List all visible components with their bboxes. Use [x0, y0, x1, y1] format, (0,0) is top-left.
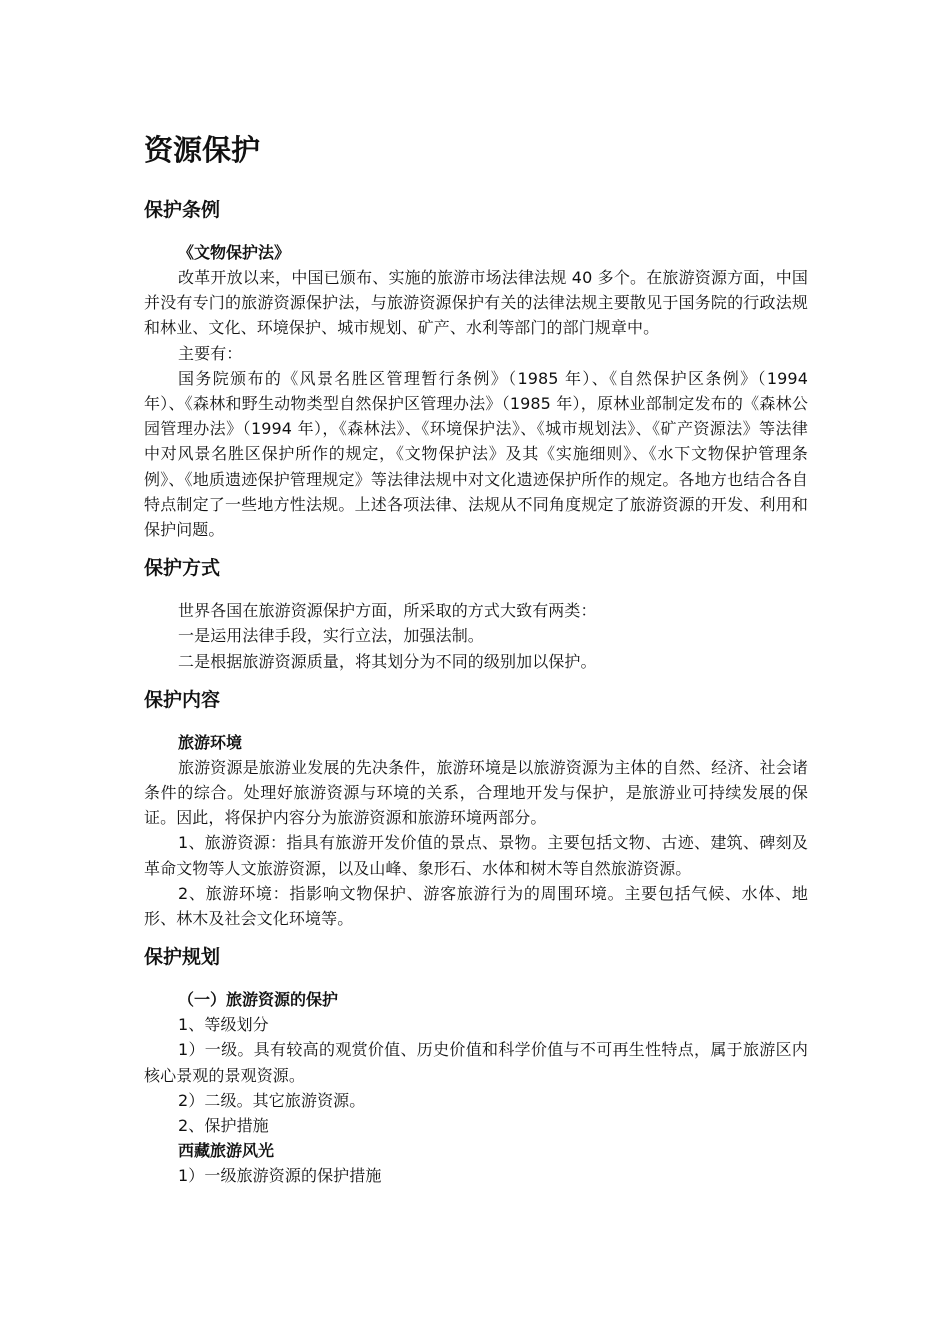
- paragraph: 1）一级旅游资源的保护措施: [178, 1166, 382, 1186]
- paragraph: 主要有：: [178, 343, 243, 363]
- subheading-cultural-relics-law: 《文物保护法》: [178, 243, 291, 262]
- paragraph: 旅游资源是旅游业发展的先决条件，旅游环境是以旅游资源为主体的自然、经济、社会诸条件的综合。处理好旅游资源与环境的关系，合理地开发与保护，是旅游业可持续发展的保证。因此，将保护内容分为旅游资源和旅游环境两部分。: [144, 757, 808, 828]
- section-heading-planning: 保护规划: [144, 946, 221, 969]
- paragraph: 二是根据旅游资源质量，将其划分为不同的级别加以保护。: [178, 651, 597, 671]
- section-heading-methods: 保护方式: [144, 557, 221, 580]
- paragraph: 2、保护措施: [178, 1116, 269, 1136]
- paragraph: 世界各国在旅游资源保护方面，所采取的方式大致有两类：: [178, 601, 597, 621]
- paragraph: 2、旅游环境：指影响文物保护、游客旅游行为的周围环境。主要包括气候、水体、地形、林木及社会文化环境等。: [144, 883, 808, 929]
- paragraph: 2）二级。其它旅游资源。: [178, 1090, 366, 1110]
- document-title: 资源保护: [144, 133, 261, 167]
- paragraph: 国务院颁布的《风景名胜区管理暂行条例》（1985 年）、《自然保护区条例》（1994 年）、《森林和野生动物类型自然保护区管理办法》（1985 年），原林业部制定发布的《森林公园管理办法》（1994 年），《森林法》、《环境保护法》、《城市规划法》、《矿产资源法》等法律中对风景名胜区保护所作的规定，《文物保护法》及其《实施细则》、《水下文物保护管理条例》、《地质遗迹保护管理规定》等法律法规中对文化遗迹保护所作的规定。各地方也结合各自特点制定了一些地方性法规。上述各项法律、法规从不同角度规定了旅游资源的开发、利用和保护问题。: [144, 368, 808, 540]
- paragraph: 1）一级。具有较高的观赏价值、历史价值和科学价值与不可再生性特点，属于旅游区内核心景观的景观资源。: [144, 1040, 808, 1085]
- subheading-tourism-environment: 旅游环境: [178, 732, 243, 752]
- paragraph: 改革开放以来，中国已颁布、实施的旅游市场法律法规 40 多个。在旅游资源方面，中国并没有专门的旅游资源保护法，与旅游资源保护有关的法律法规主要散见于国务院的行政法规和林业、文化、环境保护、城市规划、矿产、水利等部门的部门规章中。: [144, 268, 808, 338]
- document-page: [144, 128, 808, 1188]
- paragraph: 1、旅游资源：指具有旅游开发价值的景点、景物。主要包括文物、古迹、建筑、碑刻及革命文物等人文旅游资源，以及山峰、象形石、水体和树木等自然旅游资源。: [144, 833, 808, 878]
- section-heading-regulations: 保护条例: [144, 199, 221, 221]
- paragraph: 1、等级划分: [178, 1015, 269, 1035]
- subheading-tibet-scenery: 西藏旅游风光: [178, 1141, 275, 1161]
- paragraph: 一是运用法律手段，实行立法，加强法制。: [178, 626, 484, 646]
- section-heading-content: 保护内容: [144, 688, 221, 711]
- subheading-resource-protection: （一）旅游资源的保护: [178, 990, 339, 1010]
